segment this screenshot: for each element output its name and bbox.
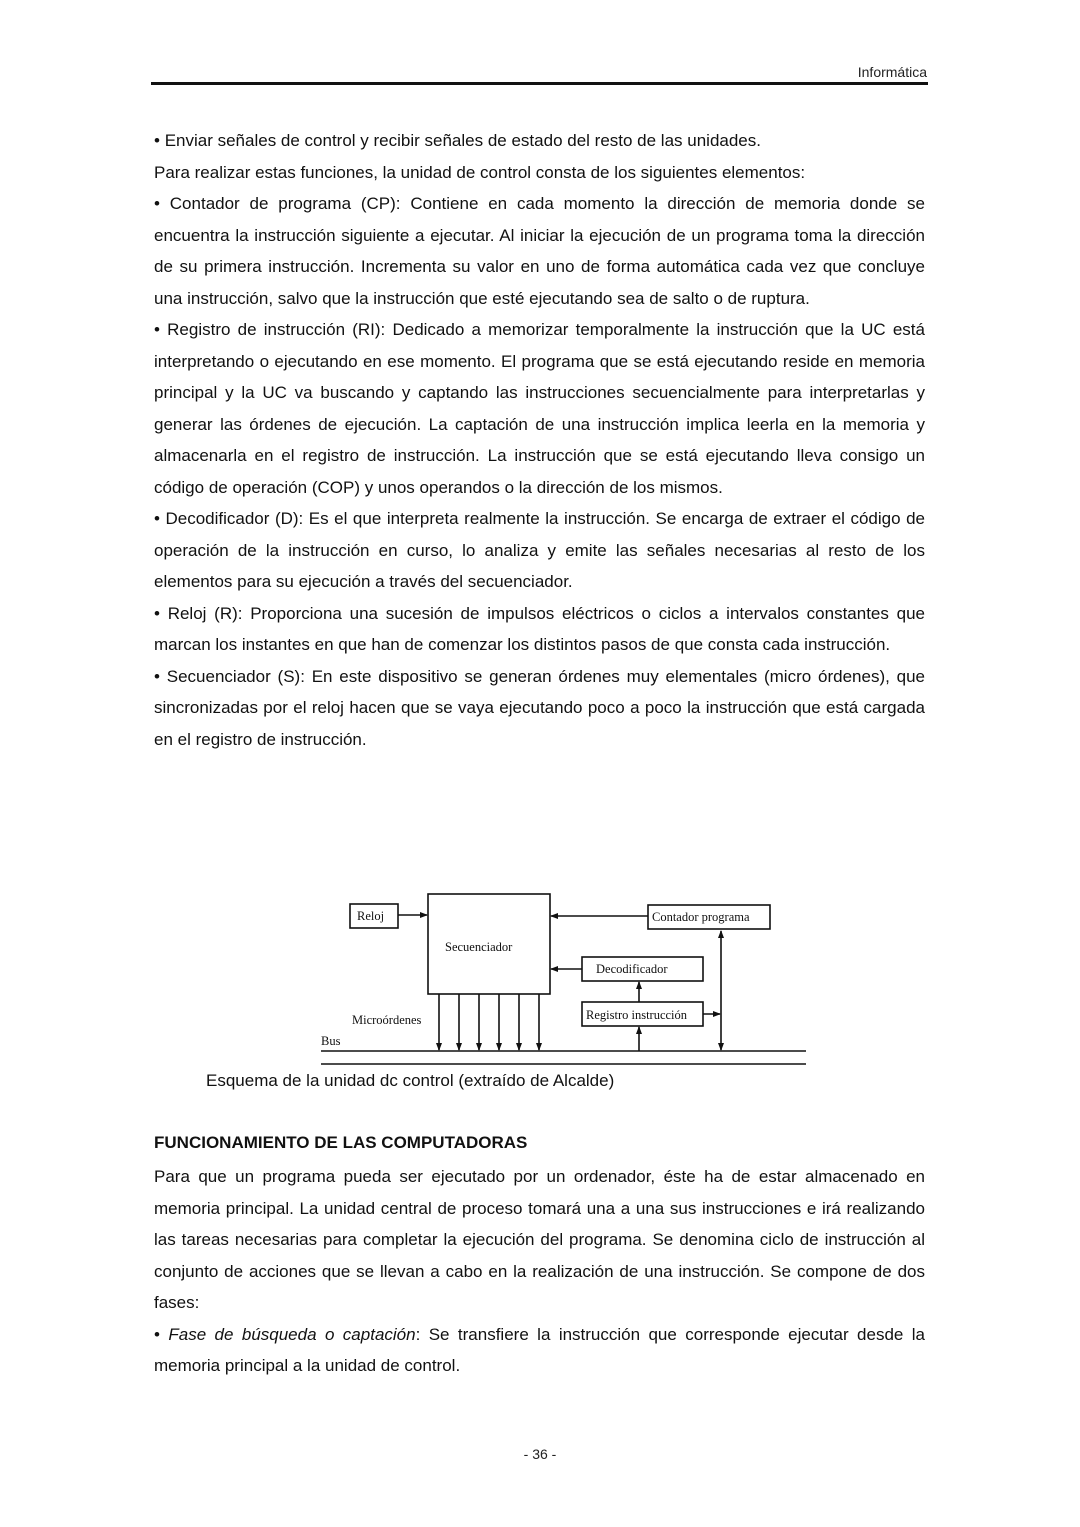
body-block-control-unit: [154, 125, 925, 755]
figure-caption: Esquema de la unidad dc control (extraído de Alcalde): [206, 1071, 615, 1090]
section-heading: FUNCIONAMIENTO DE LAS COMPUTADORAS: [154, 1133, 528, 1152]
paragraph-bullet-decodificador: • Decodificador (D): Es el que interpreta realmente la instrucción. Se encarga de extraer el código de operación de la instrucción en curso, lo analiza y emite las señales necesarias al resto de los elementos para su ejecución a través del secuenciador.: [154, 503, 925, 598]
reloj-box: [350, 904, 398, 928]
label-decodificador: Decodificador: [596, 962, 668, 976]
paragraph: Para que un programa pueda ser ejecutado por un ordenador, éste ha de estar almacenado en memoria principal. La unidad central de proceso tomará una a una sus instrucciones e irá realizando las tareas necesarias para completar la ejecución del programa. Se denomina ciclo de instrucción al conjunto de acciones que se llevan a cabo en la realización de una instrucción. Se compone de dos fases:: [154, 1167, 925, 1312]
registro-instruccion-box: [582, 1002, 703, 1026]
decodificador-box: [582, 957, 703, 981]
header-rule: [151, 82, 928, 85]
label-registro-instruccion: Registro instrucción: [586, 1008, 688, 1022]
paragraph-bullet-contador: • Contador de programa (CP): Contiene en cada momento la dirección de memoria donde se encuentra la instrucción siguiente a ejecutar. Al iniciar la ejecución de un programa toma la dirección de su primera instrucción. Incrementa su valor en uno de forma automática cada vez que concluye una instrucción, salvo que la instrucción que esté ejecutando sea de salto o de ruptura.: [154, 188, 925, 314]
running-header: Informática: [857, 64, 927, 80]
label-reloj: Reloj: [357, 909, 385, 923]
page-number: - 36 -: [523, 1446, 557, 1462]
label-secuenciador: Secuenciador: [445, 940, 513, 954]
body-block-funcionamiento: [154, 1161, 925, 1382]
paragraph-bullet-reloj: • Reloj (R): Proporciona una sucesión de impulsos eléctricos o ciclos a intervalos constantes que marcan los instantes en que han de comenzar los distintos pasos de que consta cada instrucción.: [154, 598, 925, 661]
paragraph-bullet-registro: • Registro de instrucción (RI): Dedicado a memorizar temporalmente la instrucción que la UC está interpretando o ejecutando en ese momento. El programa que se está ejecutando reside en memoria principal y la UC va buscando y captando las instrucciones secuencialmente para interpretarlas y generar las órdenes de ejecución. La captación de una instrucción implica leerla en la memoria y almacenarla en el registro de instrucción. La instrucción que se está ejecutando lleva consigo un código de operación (COP) y unos operandos o la dirección de los mismos.: [154, 314, 925, 503]
contador-programa-box: [648, 905, 770, 929]
paragraph-bullet-fase-busqueda: [154, 1319, 925, 1382]
label-microordenes: Microórdenes: [352, 1013, 422, 1027]
paragraph-text: : Se transfiere la instrucción que corresponde ejecutar desde la memoria principal a la unidad de control.: [154, 1324, 925, 1375]
label-bus: Bus: [321, 1034, 341, 1048]
label-contador-programa: Contador programa: [652, 910, 750, 924]
secuenciador-box: [428, 894, 550, 994]
italic-term: Fase de búsqueda o captación: [168, 1324, 416, 1344]
paragraph: Para realizar estas funciones, la unidad de control consta de los siguientes elementos:: [154, 162, 806, 182]
paragraph-bullet: • Enviar señales de control y recibir señales de estado del resto de las unidades.: [154, 125, 925, 157]
paragraph-bullet-secuenciador: • Secuenciador (S): En este dispositivo se generan órdenes muy elementales (micro órdenes), que sincronizadas por el reloj hacen que se vaya ejecutando poco a poco la instrucción que está cargada en el registro de instrucción.: [154, 661, 925, 756]
